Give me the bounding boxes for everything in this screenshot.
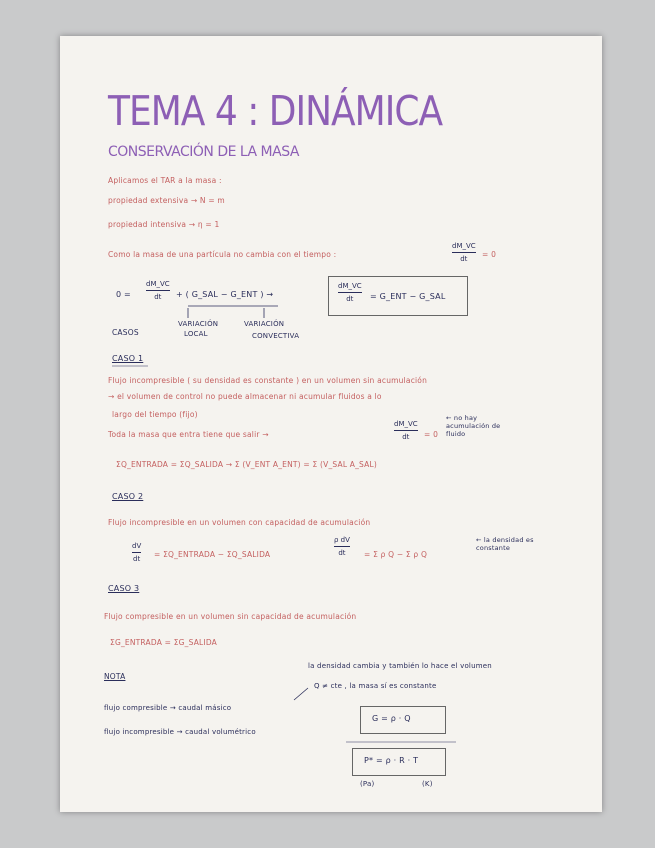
boxed-rhs: = G_ENT − G_SAL xyxy=(370,292,446,301)
note-line: la densidad cambia y también lo hace el volumen xyxy=(308,662,492,670)
denominator: dt xyxy=(338,549,346,557)
note-line: flujo incompresible → caudal volumétrico xyxy=(104,728,256,736)
note-line: largo del tiempo (fijo) xyxy=(112,410,198,419)
denominator: dt xyxy=(346,295,354,303)
caso-1-heading: CASO 1 xyxy=(112,354,144,363)
casos-label: CASOS xyxy=(112,328,139,337)
denominator: dt xyxy=(133,555,141,563)
section-heading: CONSERVACIÓN DE LA MASA xyxy=(108,144,299,160)
notebook-page xyxy=(60,36,602,812)
equation-mid: + ( G_SAL − G_ENT ) → xyxy=(176,290,274,299)
fraction xyxy=(146,280,170,301)
sum-equation: ΣQ_ENTRADA = ΣQ_SALIDA → Σ (V_ENT A_ENT) = Σ (V_SAL A_SAL) xyxy=(116,460,377,469)
numerator: ρ dV xyxy=(334,536,350,544)
equation-part: = ΣQ_ENTRADA − ΣQ_SALIDA xyxy=(154,550,271,559)
note-line: Aplicamos el TAR a la masa : xyxy=(108,176,222,185)
label-variacion-convectiva: VARIACIÓN xyxy=(244,320,285,328)
numerator: dV xyxy=(132,542,142,550)
sum-equation: ΣG_ENTRADA = ΣG_SALIDA xyxy=(110,638,217,647)
annotation: ← la densidad es constante xyxy=(476,536,534,552)
numerator: dM_VC xyxy=(394,420,418,428)
arrow-stroke xyxy=(294,688,308,700)
fraction xyxy=(338,282,362,303)
note-line: propiedad intensiva → η = 1 xyxy=(108,220,220,229)
unit-label: (Pa) xyxy=(360,780,375,788)
fraction xyxy=(132,542,141,563)
fraction xyxy=(334,536,350,557)
ideal-gas-equation: P* = ρ · R · T xyxy=(364,756,419,765)
caso-2-heading: CASO 2 xyxy=(112,492,144,501)
note-line: Toda la masa que entra tiene que salir → xyxy=(108,430,269,439)
label-variacion-convectiva: CONVECTIVA xyxy=(252,332,300,340)
equation-part: = 0 xyxy=(482,250,497,259)
label-variacion-local: LOCAL xyxy=(184,330,208,338)
note-line: Q ≠ cte , la masa sí es constante xyxy=(314,682,437,690)
unit-label: (K) xyxy=(422,780,433,788)
nota-heading: NOTA xyxy=(104,672,126,681)
equation-part: = 0 xyxy=(424,430,439,439)
equation-part: = Σ ρ Q − Σ ρ Q xyxy=(364,550,428,559)
caso-3-heading: CASO 3 xyxy=(108,584,140,593)
note-line: Flujo incompresible en un volumen con capacidad de acumulación xyxy=(108,518,371,527)
label-variacion-local: VARIACIÓN xyxy=(178,320,219,328)
page-title: TEMA 4 : DINÁMICA xyxy=(108,88,443,136)
fraction xyxy=(452,242,476,263)
numerator: dM_VC xyxy=(146,280,170,288)
denominator: dt xyxy=(154,293,162,301)
note-line: Flujo compresible en un volumen sin capacidad de acumulación xyxy=(104,612,357,621)
note-line: → el volumen de control no puede almacenar ni acumular fluidos a lo xyxy=(108,392,382,401)
numerator: dM_VC xyxy=(338,282,362,290)
note-line: Como la masa de una partícula no cambia con el tiempo : xyxy=(108,250,337,259)
numerator: dM_VC xyxy=(452,242,476,250)
equation-lhs: 0 = xyxy=(116,290,131,299)
g-equation: G = ρ · Q xyxy=(372,714,411,723)
note-line: propiedad extensiva → N = m xyxy=(108,196,225,205)
note-line: flujo compresible → caudal másico xyxy=(104,704,232,712)
fraction xyxy=(394,420,418,441)
annotation: ← no hay acumulación de fluido xyxy=(446,414,501,438)
denominator: dt xyxy=(402,433,410,441)
note-line: Flujo incompresible ( su densidad es constante ) en un volumen sin acumulación xyxy=(108,376,428,385)
denominator: dt xyxy=(460,255,468,263)
